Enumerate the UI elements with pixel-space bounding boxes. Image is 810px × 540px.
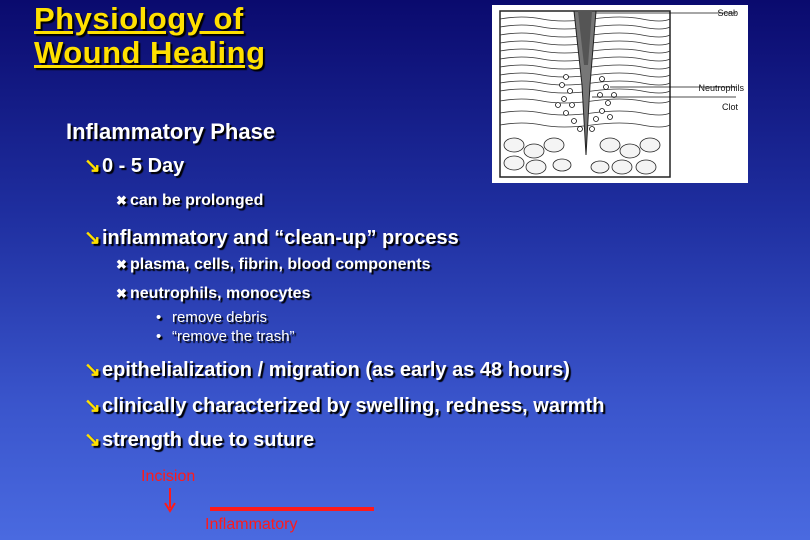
bullet-clinical-text: clinically characterized by swelling, redness, warmth — [102, 395, 605, 417]
dot-icon: • — [156, 309, 162, 326]
bullet-timing-sub-text: can be prolonged — [130, 192, 264, 209]
x-mark-icon: ✖ — [116, 257, 127, 272]
timeline-incision-label: Incision — [141, 468, 196, 485]
arrow-down-right-icon: ↘ — [84, 155, 101, 177]
scab-label: Scab — [717, 8, 738, 18]
slide-title-line1: Physiology of — [34, 1, 244, 36]
bullet-strength-text: strength due to suture — [102, 429, 315, 451]
timeline-inflammatory-label: Inflammatory — [205, 516, 298, 533]
bullet-epithelialization-text: epithelialization / migration (as early as 48 hours) — [102, 359, 570, 381]
arrow-down-right-icon: ↘ — [84, 395, 101, 417]
x-mark-icon: ✖ — [116, 286, 127, 301]
neutrophils-label: Neutrophils — [698, 83, 744, 93]
bullet-process-sub2-a-text: remove debris — [172, 309, 268, 326]
clot-label: Clot — [721, 102, 738, 112]
arrow-down-right-icon: ↘ — [84, 227, 101, 249]
bullet-process-sub2-text: neutrophils, monocytes — [130, 285, 311, 302]
bullet-timing-text: 0 - 5 Day — [102, 155, 185, 177]
bullet-process-sub1-text: plasma, cells, fibrin, blood components — [130, 256, 431, 273]
arrow-down-right-icon: ↘ — [84, 359, 101, 381]
arrow-down-right-icon: ↘ — [84, 429, 101, 451]
bullet-process-text: inflammatory and “clean-up” process — [102, 227, 459, 249]
x-mark-icon: ✖ — [116, 193, 127, 208]
dot-icon: • — [156, 328, 162, 345]
slide-title-line2: Wound Healing — [34, 35, 266, 70]
bullet-process-sub2-b-text: “remove the trash” — [172, 328, 295, 345]
phase-heading: Inflammatory Phase — [66, 119, 276, 144]
